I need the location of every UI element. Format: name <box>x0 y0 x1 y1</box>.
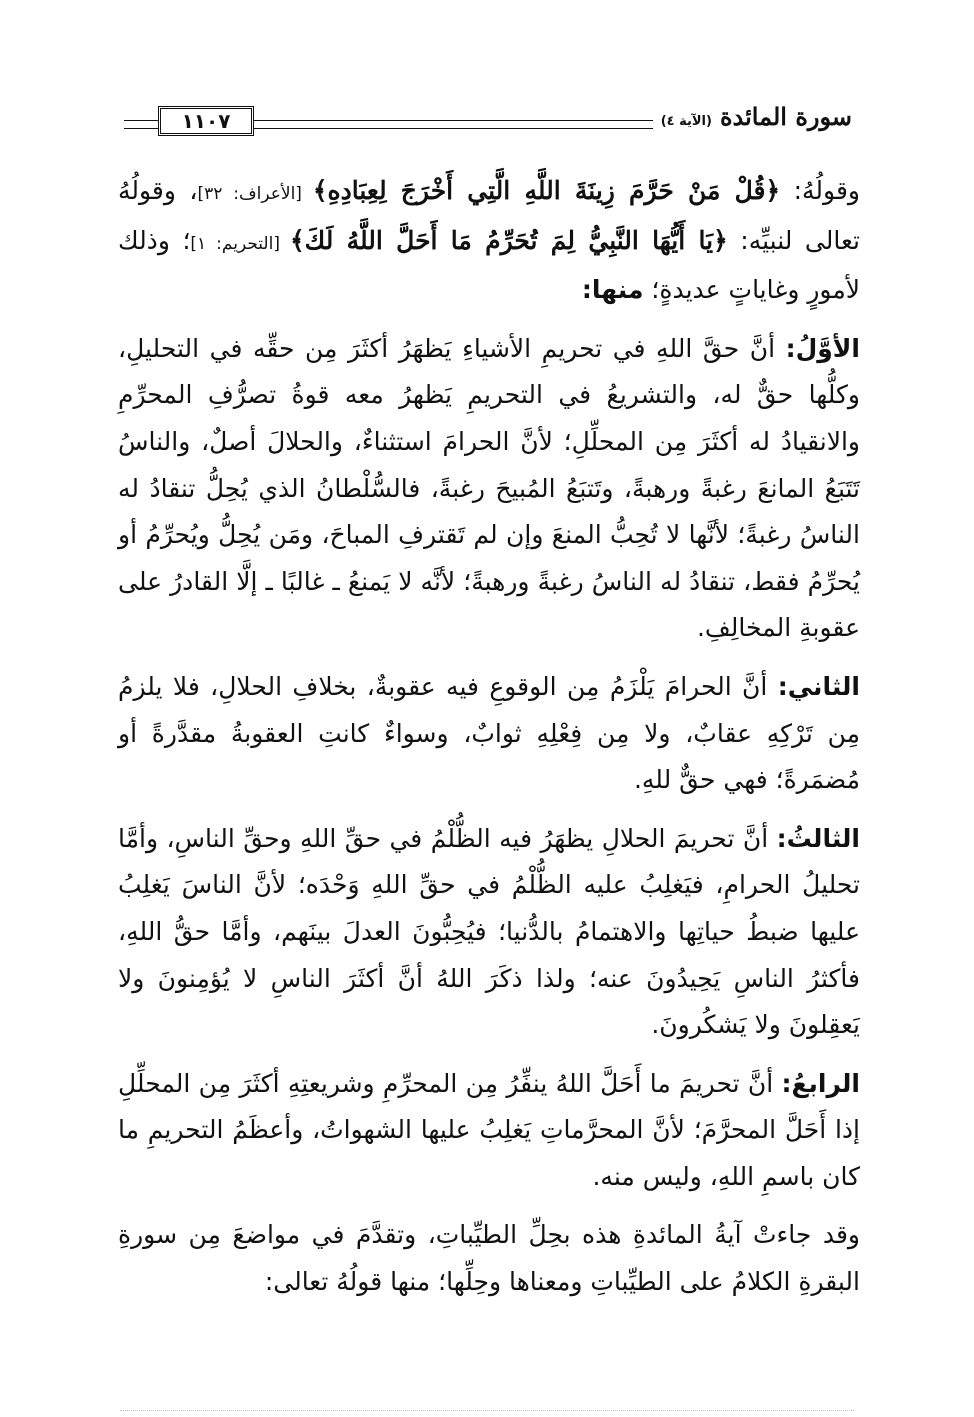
paragraph-third <box>118 816 860 1049</box>
quran-verse-tahrim: ﴿يَا أَيُّهَا النَّبِيُّ لِمَ تُحَرِّمُ مَا أَحَلَّ اللَّهُ لَكَ﴾ <box>289 225 728 255</box>
quran-verse-araf: ﴿قُلْ مَنْ حَرَّمَ زِينَةَ اللَّهِ الَّتِي أَخْرَجَ لِعِبَادِهِ﴾ <box>312 176 781 205</box>
intro-paragraph <box>118 168 860 314</box>
surah-title: سورة المائدة <box>719 102 852 131</box>
verse-ref-tahrim: [التحريم: ١] <box>190 233 290 254</box>
intro-text-1: وقولُهُ: <box>780 176 860 205</box>
point-label-third: الثالثُ: <box>776 823 860 853</box>
running-title <box>653 102 852 131</box>
point-label-first: الأوَّلُ: <box>785 333 860 363</box>
intro-text-3: ؛ وذلك لأمورٍ وغاياتٍ عديدةٍ؛ <box>118 225 860 305</box>
verse-ref-araf: [الأعراف: ٣٢] <box>197 184 313 204</box>
paragraph-closing <box>118 1212 860 1305</box>
paragraph-text: أنَّ تحريمَ ما أَحَلَّ اللهُ ينفِّرُ مِن المحرِّمِ وشريعتِهِ أكثَرَ مِن المحلِّلِ إذا أَحَلَّ المحرَّمَ؛ لأنَّ المحرَّماتِ يَغلِبُ عليها الشهواتُ، وأعظَمُ التحريمِ ما كان باسمِ اللهِ، وليس منه. <box>118 1068 860 1191</box>
page-number: ١١٠٧ <box>158 106 254 136</box>
point-label-fourth: الرابعُ: <box>781 1068 860 1098</box>
point-label-second: الثاني: <box>777 671 860 701</box>
paragraph-first <box>118 326 860 652</box>
body-text <box>118 168 860 1306</box>
ayah-reference: (الآية ٤) <box>660 114 712 129</box>
paragraph-fourth <box>118 1061 860 1201</box>
paragraph-text: أنَّ حقَّ اللهِ في تحريمِ الأشياءِ يَظهَرُ أكثَرَ مِن حقِّه في التحليلِ، وكلُّها حقٌّ له، والتشريعُ في التحريمِ يَظهرُ معه قوةُ تصرُّفِ المحرِّمِ والانقيادُ له أكثَرَ مِن المحلِّلِ؛ لأنَّ الحرامَ استثناءٌ، والحلالَ أصلٌ، والناسُ تَتَبَعُ المانعَ رغبةً ورهبةً، وتَتبَعُ المُبيحَ رغبةً، فالسُّلْطانُ الذي يُحِلُّ تنقادُ له الناسُ رغبةً؛ لأنَّها لا تُحِبُّ المنعَ وإن لم تَقترفِ المباحَ، ومَن يُحِلُّ ويُحرِّمُ أو يُحرِّمُ فقط، تنقادُ له الناسُ رغبةً ورهبةً؛ لأنَّه لا يَمنعُ ـ غالبًا ـ إلَّا القادرُ على عقوبةِ المخالِفِ. <box>118 333 860 643</box>
paragraph-text: أنَّ الحرامَ يَلْزَمُ مِن الوقوعِ فيه عقوبةٌ، بخلافِ الحلالِ، فلا يلزمُ مِن تَرْكِهِ عقابٌ، ولا مِن فِعْلِهِ ثوابٌ، وسواءٌ كانتِ العقوبةُ مقدَّرةً أو مُضمَرةً؛ فهي حقٌّ للهِ. <box>118 671 860 795</box>
intro-text-minha: منها: <box>581 275 644 305</box>
intro-text-2: ، وقولُهُ تعالى لنبيِّه: <box>118 176 860 255</box>
paragraph-text: أنَّ تحريمَ الحلالِ يظهَرُ فيه الظُّلْمُ في حقِّ اللهِ وحقِّ الناسِ، وأمَّا تحليلُ الحرامِ، فيَغلِبُ عليه الظُّلْمُ في حقِّ اللهِ وَحْدَه؛ لأنَّ الناسَ يَغلِبُ عليها ضبطُ حياتِها والاهتمامُ بالدُّنيا؛ فيُحِبُّونَ العدلَ بينَهم، وأمَّا حقُّ اللهِ، فأكثرُ الناسِ يَحِيدُونَ عنه؛ ولذا ذكَرَ اللهُ أنَّ أكثَرَ الناسِ لا يُؤمِنونَ ولا يَعقِلونَ ولا يَشكُرونَ. <box>118 823 860 1040</box>
page-header <box>124 100 852 146</box>
footer-divider <box>120 1410 854 1411</box>
paragraph-text: وقد جاءتْ آيةُ المائدةِ هذه بحِلِّ الطيِّباتِ، وتقدَّمَ في مواضعَ مِن سورةِ البقرةِ الكلامُ على الطيِّباتِ ومعناها وحِلِّها؛ منها قولُهُ تعالى: <box>118 1220 860 1297</box>
paragraph-second <box>118 664 860 804</box>
